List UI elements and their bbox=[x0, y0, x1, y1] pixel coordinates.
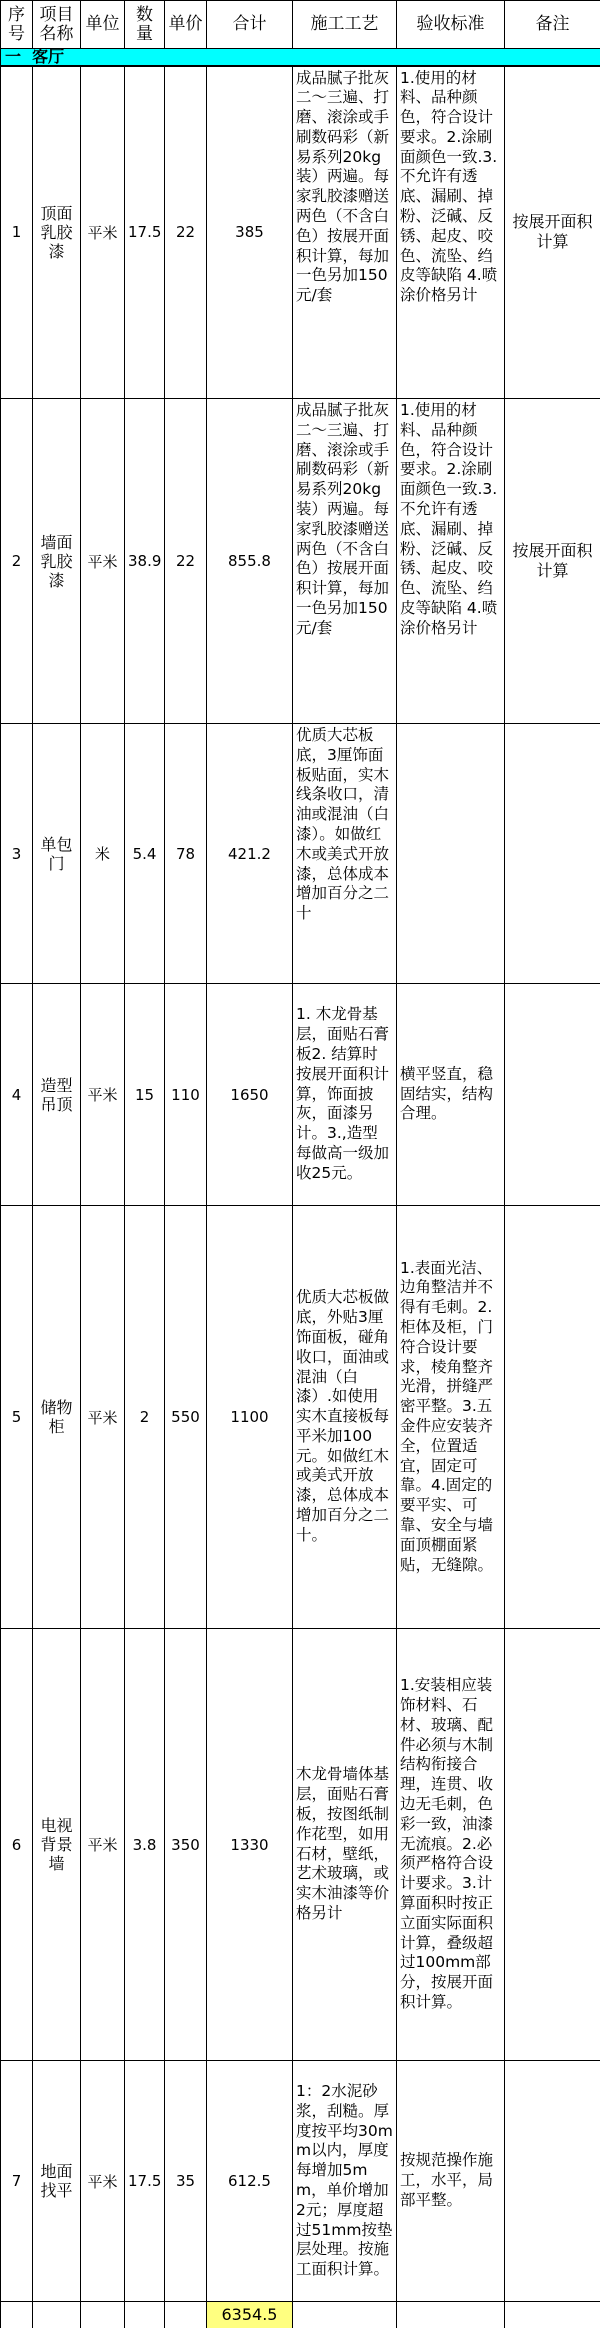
row-index: 4 bbox=[1, 984, 33, 1206]
row-unit: 平米 bbox=[81, 399, 125, 724]
header-item-name: 项目名称 bbox=[33, 1, 81, 49]
row-unit: 平米 bbox=[81, 1206, 125, 1629]
row-process: 1. 木龙骨基层，面贴石膏板2. 结算时按展开面积计算，饰面披灰，面漆另计。3.,造型每做高一级加收25元。 bbox=[293, 984, 397, 1206]
row-note bbox=[505, 724, 600, 984]
header-row bbox=[1, 1, 600, 49]
header-process: 施工工艺 bbox=[293, 1, 397, 49]
row-quantity: 15 bbox=[125, 984, 165, 1206]
header-note: 备注 bbox=[505, 1, 600, 49]
row-quantity: 38.9 bbox=[125, 399, 165, 724]
header-standard: 验收标准 bbox=[397, 1, 505, 49]
row-quantity: 3.8 bbox=[125, 1629, 165, 2061]
row-unit-price: 22 bbox=[165, 66, 207, 399]
row-total: 421.2 bbox=[207, 724, 293, 984]
table-row bbox=[1, 399, 600, 724]
row-standard: 按规范操作施工，水平，局部平整。 bbox=[397, 2061, 505, 2302]
row-unit-price: 35 bbox=[165, 2061, 207, 2302]
row-total: 385 bbox=[207, 66, 293, 399]
table-row bbox=[1, 2061, 600, 2302]
header-unit-price: 单价 bbox=[165, 1, 207, 49]
total-empty-cell bbox=[505, 2302, 600, 2328]
section-index: 一 bbox=[5, 47, 22, 67]
row-note: 按展开面积计算 bbox=[505, 66, 600, 399]
row-note bbox=[505, 1629, 600, 2061]
row-standard: 1.表面光洁、边角整洁并不得有毛刺。2.柜体及柜，门符合设计要求，棱角整齐光滑，拼缝严密平整。3.五金件应安装齐全，位置适宜，固定可靠。4.固定的要平实、可靠、安全与墙面顶棚面紧贴，无缝隙。 bbox=[397, 1206, 505, 1629]
row-item-name: 顶面乳胶漆 bbox=[33, 66, 81, 399]
total-empty-cell bbox=[81, 2302, 125, 2328]
grand-total-value: 6354.5 bbox=[207, 2302, 293, 2328]
row-unit: 米 bbox=[81, 724, 125, 984]
row-standard: 1.安装相应装饰材料、石材、玻璃、配件必须与木制结构衔接合理，连贯、收边无毛刺，色彩一致，油漆无流痕。2.必须严格符合设计要求。3.计算面积时按正立面实际面积计算，叠级超过100mm部分，按展开面积计算。 bbox=[397, 1629, 505, 2061]
row-unit-price: 350 bbox=[165, 1629, 207, 2061]
row-note: 按展开面积计算 bbox=[505, 399, 600, 724]
total-empty-cell bbox=[293, 2302, 397, 2328]
row-note bbox=[505, 1206, 600, 1629]
row-index: 6 bbox=[1, 1629, 33, 2061]
row-index: 1 bbox=[1, 66, 33, 399]
total-empty-cell bbox=[1, 2302, 33, 2328]
table-row bbox=[1, 1629, 600, 2061]
row-unit: 平米 bbox=[81, 2061, 125, 2302]
row-total: 1650 bbox=[207, 984, 293, 1206]
row-total: 612.5 bbox=[207, 2061, 293, 2302]
row-total: 1100 bbox=[207, 1206, 293, 1629]
row-quantity: 5.4 bbox=[125, 724, 165, 984]
row-quantity: 17.5 bbox=[125, 66, 165, 399]
total-empty-cell bbox=[33, 2302, 81, 2328]
row-unit-price: 110 bbox=[165, 984, 207, 1206]
row-process: 优质大芯板做底，外贴3厘饰面板，碰角收口，面油或混油（白漆）.如使用实木直接板每平米加100元。如做红木或美式开放漆，总体成本增加百分之二十。 bbox=[293, 1206, 397, 1629]
row-process: 木龙骨墙体基层，面贴石膏板，按图纸制作花型，如用石材，壁纸，艺术玻璃，或实木油漆等价格另计 bbox=[293, 1629, 397, 2061]
row-process: 1：2水泥砂浆，刮糙。厚度按平均30mm以内，厚度每增加5mm，单价增加2元；厚度超过51mm按垫层处理。按施工面积计算。 bbox=[293, 2061, 397, 2302]
table-row bbox=[1, 984, 600, 1206]
row-item-name: 电视背景墙 bbox=[33, 1629, 81, 2061]
row-note bbox=[505, 984, 600, 1206]
total-empty-cell bbox=[165, 2302, 207, 2328]
row-standard: 1.使用的材料、品种颜色，符合设计要求。2.涂刷面颜色一致.3.不允许有透底、漏刷、掉粉、泛碱、反锈、起皮、咬色、流坠、绉皮等缺陷 4.喷涂价格另计 bbox=[397, 399, 505, 724]
row-process: 成品腻子批灰二～三遍、打磨、滚涂或手刷数码彩（新易系列20kg装）两遍。每家乳胶漆赠送两色（不含白色）按展开面积计算，每加一色另加150元/套 bbox=[293, 399, 397, 724]
total-empty-cell bbox=[125, 2302, 165, 2328]
row-unit-price: 22 bbox=[165, 399, 207, 724]
row-process: 优质大芯板底，3厘饰面板贴面，实木线条收口，清油或混油（白漆）。如做红木或美式开放漆，总体成本增加百分之二十 bbox=[293, 724, 397, 984]
row-standard: 横平竖直，稳固结实，结构合理。 bbox=[397, 984, 505, 1206]
row-quantity: 2 bbox=[125, 1206, 165, 1629]
table-row bbox=[1, 724, 600, 984]
table-row bbox=[1, 1206, 600, 1629]
row-process: 成品腻子批灰二～三遍、打磨、滚涂或手刷数码彩（新易系列20kg装）两遍。每家乳胶漆赠送两色（不含白色）按展开面积计算，每加一色另加150元/套 bbox=[293, 66, 397, 399]
row-item-name: 地面找平 bbox=[33, 2061, 81, 2302]
section-row bbox=[1, 49, 600, 66]
row-item-name: 造型吊顶 bbox=[33, 984, 81, 1206]
row-index: 7 bbox=[1, 2061, 33, 2302]
header-unit: 单位 bbox=[81, 1, 125, 49]
row-standard: 1.使用的材料、品种颜色，符合设计要求。2.涂刷面颜色一致.3.不允许有透底、漏刷、掉粉、泛碱、反锈、起皮、咬色、流坠、绉皮等缺陷 4.喷涂价格另计 bbox=[397, 66, 505, 399]
row-standard bbox=[397, 724, 505, 984]
header-quantity: 数量 bbox=[125, 1, 165, 49]
header-index: 序号 bbox=[1, 1, 33, 49]
row-index: 3 bbox=[1, 724, 33, 984]
row-unit-price: 550 bbox=[165, 1206, 207, 1629]
row-total: 855.8 bbox=[207, 399, 293, 724]
row-item-name: 储物柜 bbox=[33, 1206, 81, 1629]
grand-total-row bbox=[1, 2302, 600, 2328]
row-unit: 平米 bbox=[81, 1629, 125, 2061]
row-item-name: 单包门 bbox=[33, 724, 81, 984]
section-name: 客厅 bbox=[32, 47, 65, 67]
row-item-name: 墙面乳胶漆 bbox=[33, 399, 81, 724]
row-unit: 平米 bbox=[81, 984, 125, 1206]
row-total: 1330 bbox=[207, 1629, 293, 2061]
row-unit-price: 78 bbox=[165, 724, 207, 984]
table-row bbox=[1, 66, 600, 399]
header-total: 合计 bbox=[207, 1, 293, 49]
row-note bbox=[505, 2061, 600, 2302]
total-empty-cell bbox=[397, 2302, 505, 2328]
row-unit: 平米 bbox=[81, 66, 125, 399]
section-title bbox=[1, 49, 600, 66]
row-index: 2 bbox=[1, 399, 33, 724]
row-quantity: 17.5 bbox=[125, 2061, 165, 2302]
row-index: 5 bbox=[1, 1206, 33, 1629]
